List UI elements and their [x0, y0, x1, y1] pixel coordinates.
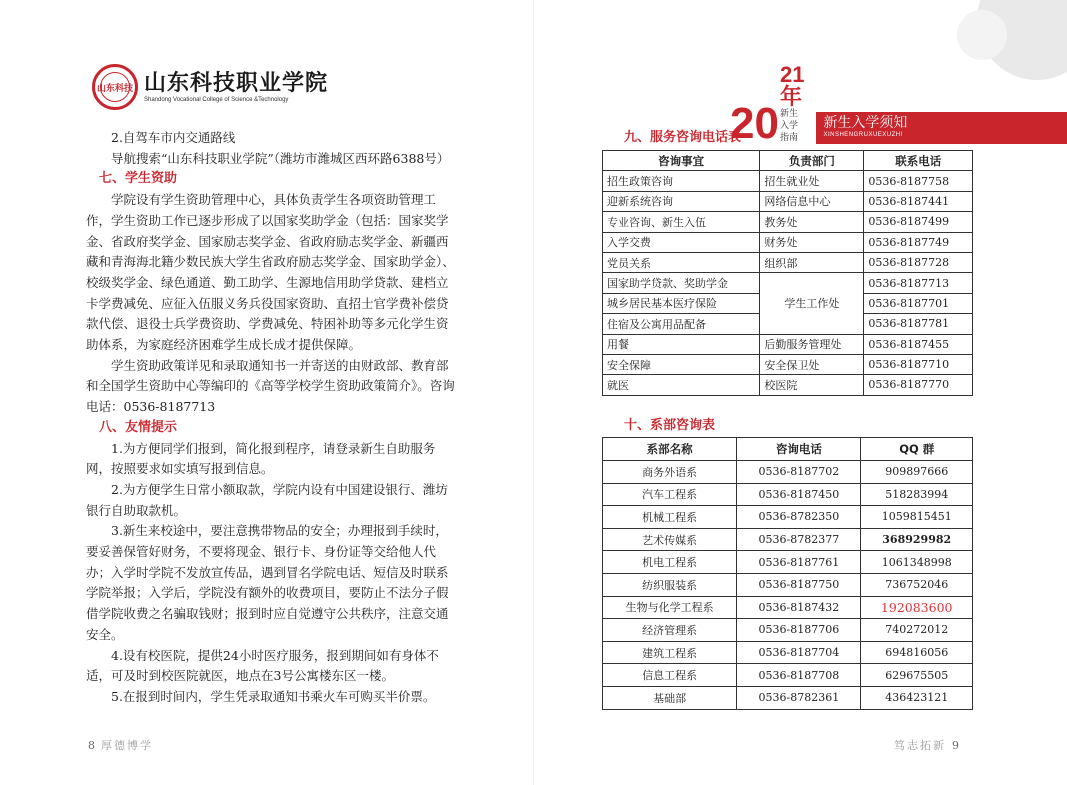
table-row	[603, 641, 973, 664]
badge-title: 新生入学须知	[823, 115, 908, 131]
column-header: 联系电话	[864, 151, 973, 171]
service-phone-table	[602, 150, 973, 396]
service-phone: 0536-8187770	[864, 375, 973, 395]
dept-phone-table	[602, 437, 973, 710]
table-row	[603, 461, 973, 484]
dept-phone: 0536-8187708	[737, 664, 861, 687]
paragraph: 导航搜索“山东科技职业学院”（潍坊市潍城区西环路6388号）	[111, 150, 450, 166]
table-row	[603, 334, 973, 354]
paragraph: 学生资助政策详见和录取通知书一并寄送的由财政部、教育部和全国学生资助中心等编印的《高等学校学生资助政策简介》。咨询电话：0536-8187713	[86, 357, 455, 415]
dept-qq: 368929982	[861, 528, 973, 551]
service-phone: 0536-8187499	[864, 212, 973, 232]
table-header-row	[603, 151, 973, 171]
service-item: 国家助学贷款、奖助学金	[603, 273, 760, 293]
dept-qq: 518283994	[861, 483, 973, 506]
dept-phone: 0536-8782377	[737, 528, 861, 551]
service-phone: 0536-8187701	[864, 293, 973, 313]
paragraph: 1.为方便同学们报到，简化报到程序，请登录新生自助服务网，按照要求如实填写报到信息。	[86, 440, 436, 477]
dept-name: 信息工程系	[603, 664, 737, 687]
service-phone: 0536-8187713	[864, 273, 973, 293]
dept-phone: 0536-8187761	[737, 551, 861, 574]
section-heading: 七、学生资助	[99, 171, 178, 187]
table-row	[603, 551, 973, 574]
dept-qq: 694816056	[861, 641, 973, 664]
service-phone: 0536-8187781	[864, 314, 973, 334]
dept-qq: 1059815451	[861, 506, 973, 529]
school-name-en: Shandong Vocational College of Science &Technology	[144, 97, 289, 103]
page-number: 8	[88, 739, 95, 752]
school-logo	[92, 64, 328, 110]
table-row	[603, 191, 973, 211]
year-subtitle: 新生入学指南	[779, 109, 798, 143]
dept-name: 经济管理系	[603, 619, 737, 642]
table-header-row	[603, 438, 973, 461]
table-row	[603, 171, 973, 191]
table-row	[603, 573, 973, 596]
service-dept: 校医院	[760, 375, 864, 395]
service-phone: 0536-8187758	[864, 171, 973, 191]
paragraph: 3.新生来校途中，要注意携带物品的安全；办理报到手续时，要妥善保管好财务，不要将现金、银行卡、身份证等交给他人代办；入学时学院不发放宣传品，遇到冒名学院电话、短信及时联系学院举报；入学后，学院没有额外的收费项目，要防止不法分子假借学院收费之名骗取钱财；报到时应自觉遵守公共秩序，注意交通安全。	[86, 523, 449, 642]
table-row	[603, 664, 973, 687]
service-phone: 0536-8187710	[864, 354, 973, 374]
paragraph: 学院设有学生资助管理中心，具体负责学生各项资助管理工作，学生资助工作已逐步形成了以国家奖助学金（包括：国家奖学金、省政府奖学金、国家励志奖学金、省政府励志奖学金、新疆西藏和青海海北籍少数民族大学生省政府励志奖学金、国家助学金）、校级奖学金、绿色通道、勤工助学、生源地信用助学贷款、建档立卡学费减免、应征入伍服义务兵役国家资助、直招士官学费补偿贷款代偿、退役士兵学费资助、学费减免、特困补助等多元化学生资助体系，为家庭经济困难学生成长成才提供保障。	[86, 192, 455, 353]
service-item: 就医	[603, 375, 760, 395]
service-item: 城乡居民基本医疗保险	[603, 293, 760, 313]
school-name-cn: 山东科技职业学院	[144, 70, 329, 96]
dept-name: 纺织服装系	[603, 573, 737, 596]
dept-name: 建筑工程系	[603, 641, 737, 664]
dept-qq: 192083600	[861, 596, 973, 619]
service-item: 用餐	[603, 334, 760, 354]
dept-name: 生物与化学工程系	[603, 596, 737, 619]
dept-phone: 0536-8187706	[737, 619, 861, 642]
dept-name: 机电工程系	[603, 551, 737, 574]
column-header: QQ 群	[861, 438, 973, 461]
footer-motto: 厚德博学	[101, 739, 153, 752]
dept-phone: 0536-8782350	[737, 506, 861, 529]
page-number: 9	[952, 739, 959, 752]
column-header: 系部名称	[603, 438, 737, 461]
dept-phone: 0536-8187432	[737, 596, 861, 619]
table-row	[603, 506, 973, 529]
column-header: 咨询电话	[737, 438, 861, 461]
section-heading: 八、友情提示	[99, 419, 178, 435]
dept-table-title: 十、系部咨询表	[624, 418, 716, 433]
service-dept: 组织部	[760, 252, 864, 272]
dept-qq: 436423121	[861, 686, 973, 709]
dept-phone: 0536-8187702	[737, 461, 861, 484]
column-header: 咨询事宜	[603, 151, 760, 171]
year-big: 20	[730, 99, 779, 148]
left-body-text	[86, 128, 456, 708]
service-table-title: 九、服务咨询电话表	[624, 130, 742, 145]
table-row	[603, 252, 973, 272]
service-dept: 招生就业处	[760, 171, 864, 191]
service-item: 入学交费	[603, 232, 760, 252]
guide-header	[730, 62, 1067, 148]
service-phone: 0536-8187455	[864, 334, 973, 354]
table-row	[603, 686, 973, 709]
service-phone: 0536-8187749	[864, 232, 973, 252]
service-item: 党员关系	[603, 252, 760, 272]
service-dept: 财务处	[760, 232, 864, 252]
service-item: 迎新系统咨询	[603, 191, 760, 211]
dept-qq: 909897666	[861, 461, 973, 484]
table-row	[603, 596, 973, 619]
paragraph: 5.在报到时间内，学生凭录取通知书乘火车可购买半价票。	[111, 688, 436, 704]
service-item: 专业咨询、新生入伍	[603, 212, 760, 232]
service-dept: 网络信息中心	[760, 191, 864, 211]
service-item: 招生政策咨询	[603, 171, 760, 191]
paragraph: 2.自驾车市内交通路线	[111, 130, 236, 145]
service-item: 安全保障	[603, 354, 760, 374]
dept-phone: 0536-8187750	[737, 573, 861, 596]
footer-motto: 笃志拓新	[894, 739, 946, 752]
left-page	[0, 0, 533, 785]
left-footer	[88, 737, 153, 753]
service-dept: 学生工作处	[760, 273, 864, 334]
year-small: 21年	[779, 62, 805, 109]
dept-name: 机械工程系	[603, 506, 737, 529]
service-phone: 0536-8187728	[864, 252, 973, 272]
page-divider	[533, 0, 534, 785]
dept-qq: 629675505	[861, 664, 973, 687]
table-row	[603, 528, 973, 551]
table-row	[603, 354, 973, 374]
school-seal-icon: 山东科技	[92, 64, 138, 110]
table-row	[603, 212, 973, 232]
table-row	[603, 483, 973, 506]
table-row	[603, 375, 973, 395]
column-header: 负责部门	[760, 151, 864, 171]
decorative-circle-small	[957, 10, 1007, 60]
dept-phone: 0536-8187450	[737, 483, 861, 506]
right-footer	[894, 737, 959, 753]
dept-qq: 740272012	[861, 619, 973, 642]
dept-qq: 736752046	[861, 573, 973, 596]
service-phone: 0536-8187441	[864, 191, 973, 211]
paragraph: 2.为方便学生日常小额取款，学院内设有中国建设银行、潍坊银行自助取款机。	[86, 481, 448, 518]
dept-phone: 0536-8782361	[737, 686, 861, 709]
table-row	[603, 619, 973, 642]
service-dept: 安全保卫处	[760, 354, 864, 374]
dept-name: 汽车工程系	[603, 483, 737, 506]
service-item: 住宿及公寓用品配备	[603, 314, 760, 334]
paragraph: 4.设有校医院，提供24小时医疗服务，报到期间如有身体不适，可及时到校医院就医，地点在3号公寓楼东区一楼。	[86, 647, 439, 684]
dept-qq: 1061348998	[861, 551, 973, 574]
section-badge	[816, 112, 1067, 144]
service-dept: 教务处	[760, 212, 864, 232]
dept-name: 基础部	[603, 686, 737, 709]
table-row	[603, 232, 973, 252]
dept-name: 艺术传媒系	[603, 528, 737, 551]
dept-phone: 0536-8187704	[737, 641, 861, 664]
dept-name: 商务外语系	[603, 461, 737, 484]
service-dept: 后勤服务管理处	[760, 334, 864, 354]
badge-pinyin: XINSHENGRUXUEXUZHI	[823, 132, 903, 138]
table-row	[603, 273, 973, 293]
